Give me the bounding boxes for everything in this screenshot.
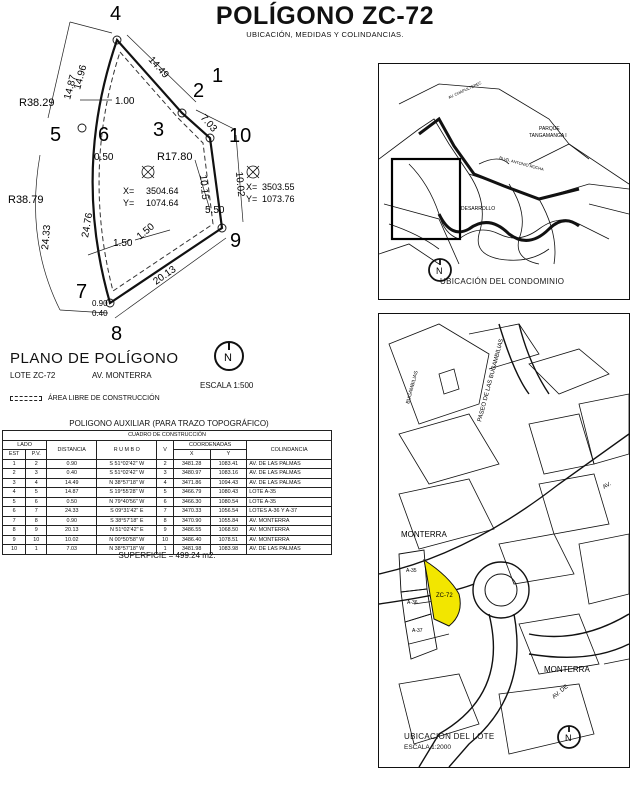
table-cell: AV. DE LAS PALMAS — [247, 469, 332, 479]
table-cell: 10 — [3, 545, 26, 555]
construction-table — [2, 430, 332, 555]
street-label: PASEO DE LAS BUGAMBILIAS — [477, 338, 506, 423]
table-cell: N 79°40'56" W — [97, 497, 157, 507]
plan-scale: ESCALA 1:500 — [200, 381, 254, 390]
table-cell: 1078.51 — [210, 535, 247, 545]
street-label: AV. — [602, 481, 613, 491]
coord-label: Y= — [246, 194, 258, 204]
table-cell: 3470.33 — [173, 507, 210, 517]
vertex-label: 2 — [193, 80, 205, 102]
table-cell: 14.49 — [47, 478, 97, 488]
table-cell: 9 — [26, 526, 47, 536]
table-cell: 7 — [26, 507, 47, 517]
dimension-label: 1.50 — [113, 238, 133, 249]
table-row — [3, 478, 332, 488]
north-arrow-icon — [213, 340, 245, 372]
th-est: EST — [3, 450, 26, 460]
lot-location-map — [378, 313, 630, 768]
table-cell: S 51°02'42" W — [97, 459, 157, 469]
table-cell: LOTE A-35 — [247, 488, 332, 498]
table-cell: AV. DE LAS PALMAS — [247, 545, 332, 555]
table-cell: 10 — [157, 535, 173, 545]
vertex-label: 6 — [98, 124, 110, 146]
dimension-label: 24.33 — [40, 224, 54, 251]
table-cell: 6 — [3, 507, 26, 517]
coord-label: X= — [123, 186, 135, 196]
table-cell: 10.02 — [47, 535, 97, 545]
svg-text:N: N — [436, 266, 443, 276]
table-cell: S 09°31'42" E — [97, 507, 157, 517]
table-cell: 3 — [26, 469, 47, 479]
dimension-label: 0.50 — [94, 152, 114, 163]
dimension-label: 5.50 — [205, 205, 225, 216]
lot-label: LOTE ZC-72 — [10, 371, 56, 380]
lot-map-caption: UBICACIÓN DEL LOTE — [404, 732, 495, 741]
table-cell: 1083.98 — [210, 545, 247, 555]
table-cell: 24.33 — [47, 507, 97, 517]
table-cell: 1080.54 — [210, 497, 247, 507]
table-cell: S 19°55'28" W — [97, 488, 157, 498]
table-cell: 7 — [3, 516, 26, 526]
table-row — [3, 459, 332, 469]
map-label: PARQUE — [539, 126, 560, 132]
table-cell: N 00°50'58" W — [97, 535, 157, 545]
lot-label: A-37 — [412, 628, 423, 634]
svg-text:N: N — [565, 733, 572, 743]
radius-label: R38.79 — [8, 194, 44, 206]
coord-label: Y= — [123, 198, 135, 208]
table-cell: 5 — [26, 488, 47, 498]
dimension-label: 14.49 — [145, 54, 171, 81]
table-row — [3, 535, 332, 545]
lot-label: A-35 — [406, 568, 417, 574]
table-cell: 6 — [157, 497, 173, 507]
roundabout — [473, 562, 529, 618]
th-x: X — [173, 450, 210, 460]
street-label: MONTERRA — [544, 665, 590, 674]
dimension-label: 1.00 — [115, 96, 135, 107]
th-rumbo: R U M B O — [97, 440, 157, 459]
vertex-label: 4 — [110, 3, 122, 25]
table-cell: 20.13 — [47, 526, 97, 536]
radius-label: R17.80 — [157, 151, 193, 163]
coord-value: 1073.76 — [262, 194, 295, 204]
table-cell: 3486.55 — [173, 526, 210, 536]
area-legend-label: ÁREA LIBRE DE CONSTRUCCIÓN — [48, 395, 160, 402]
table-cell: 5 — [3, 497, 26, 507]
table-cell: 10 — [26, 535, 47, 545]
table-cell: AV. MONTERRA — [247, 535, 332, 545]
vertex-marker — [78, 124, 86, 132]
table-cell: 0.90 — [47, 459, 97, 469]
dimension-label: 1.50 — [134, 221, 157, 243]
th-pv: P.V. — [26, 450, 47, 460]
table-cell: S 38°57'18" E — [97, 516, 157, 526]
th-coordenadas: COORDENADAS — [173, 440, 246, 450]
dimension-label: 10.15 — [197, 174, 211, 201]
table-cell: AV. MONTERRA — [247, 526, 332, 536]
table-cell: 3486.40 — [173, 535, 210, 545]
table-cell: 1080.43 — [210, 488, 247, 498]
table-cell: N 38°57'18" W — [97, 478, 157, 488]
map-label: BLVD. ANTONIO ROCHA — [498, 155, 545, 172]
polygon-plan — [0, 0, 300, 345]
lot-label: A-36 — [407, 600, 418, 606]
coord-value: 1074.64 — [146, 198, 179, 208]
table-row — [3, 497, 332, 507]
table-cell: 1083.41 — [210, 459, 247, 469]
lot-map-drawing — [379, 314, 629, 767]
vertex-label: 1 — [212, 65, 224, 87]
avenue-label: AV. MONTERRA — [92, 371, 152, 380]
table-cell: 4 — [3, 488, 26, 498]
table-cell: 0.40 — [47, 469, 97, 479]
condominium-map-caption: UBICACIÓN DEL CONDOMINIO — [440, 277, 565, 286]
table-cell: 4 — [26, 478, 47, 488]
page-subtitle: UBICACIÓN, MEDIDAS Y COLINDANCIAS. — [246, 30, 404, 39]
table-title: POLIGONO AUXILIAR (PARA TRAZO TOPOGRÁFICO) — [69, 419, 269, 428]
table-row — [3, 526, 332, 536]
th-distancia: DISTANCIA — [47, 440, 97, 459]
table-cell: 3 — [157, 469, 173, 479]
table-cell: 7.03 — [47, 545, 97, 555]
table-row — [3, 469, 332, 479]
table-cell: AV. DE LAS PALMAS — [247, 459, 332, 469]
street-label: AV. DE — [551, 683, 570, 701]
table-cell: 3481.28 — [173, 459, 210, 469]
dimension-label: 7.03 — [197, 112, 219, 135]
th-colindancia: COLINDANCIA — [247, 440, 332, 459]
dimension-label: 10.02 — [233, 171, 247, 198]
table-cell: S 51°02'42" W — [97, 469, 157, 479]
table-cell: 8 — [3, 526, 26, 536]
table-cell: 3471.86 — [173, 478, 210, 488]
area-swatch — [10, 396, 42, 401]
plan-title: PLANO DE POLÍGONO — [10, 350, 179, 367]
table-caption: CUADRO DE CONSTRUCCIÓN — [3, 431, 332, 441]
table-cell: 9 — [3, 535, 26, 545]
table-cell: 1094.43 — [210, 478, 247, 488]
table-cell: LOTES A-36 Y A-37 — [247, 507, 332, 517]
table-cell: 4 — [157, 478, 173, 488]
vertex-label: 7 — [76, 281, 88, 303]
table-cell: 6 — [26, 497, 47, 507]
vertex-label: 9 — [230, 230, 242, 252]
map-label: DESARROLLO — [461, 206, 496, 212]
north-arrow-icon — [556, 724, 582, 750]
dimension-label: 14.87 — [62, 73, 80, 101]
table-cell: 0.50 — [47, 497, 97, 507]
dimension-label: 20.13 — [151, 264, 179, 288]
svg-text:N: N — [224, 352, 232, 364]
th-v: V — [157, 440, 173, 459]
dimension-label: 0.40 — [92, 309, 108, 318]
table-cell: 3 — [3, 478, 26, 488]
table-cell: 8 — [26, 516, 47, 526]
table-cell: 0.90 — [47, 516, 97, 526]
table-cell: 3466.79 — [173, 488, 210, 498]
map-label: TANGAMANGA I — [529, 133, 567, 139]
vertex-label: 8 — [111, 323, 123, 345]
dimension-label: 14.96 — [72, 63, 90, 91]
coord-label: X= — [246, 182, 258, 192]
coord-value: 3504.64 — [146, 186, 179, 196]
condominium-map-drawing — [379, 64, 629, 299]
table-cell: 2 — [26, 459, 47, 469]
lot-map-scale: ESCALA 1:2000 — [404, 744, 451, 751]
table-cell: 1056.54 — [210, 507, 247, 517]
vertex-label: 3 — [153, 119, 165, 141]
table-cell: 14.87 — [47, 488, 97, 498]
table-cell: 1055.84 — [210, 516, 247, 526]
table-cell: 2 — [3, 469, 26, 479]
table-body — [3, 459, 332, 554]
table-cell: 3481.98 — [173, 545, 210, 555]
table-cell: AV. MONTERRA — [247, 516, 332, 526]
table-cell: 3480.97 — [173, 469, 210, 479]
table-cell: 8 — [157, 516, 173, 526]
dimension-label: 0.90 — [92, 299, 108, 308]
table-cell: AV. DE LAS PALMAS — [247, 478, 332, 488]
table-cell: LOTE A-35 — [247, 497, 332, 507]
table-cell: 1 — [157, 545, 173, 555]
table-cell: N 38°57'18" W — [97, 545, 157, 555]
area-legend — [10, 395, 160, 402]
vertex-label: 5 — [50, 124, 62, 146]
table-cell: 3470.90 — [173, 516, 210, 526]
map-label: AV. CHAPULTEPEC — [447, 80, 483, 100]
coord-value: 3503.55 — [262, 182, 295, 192]
page-title: POLÍGONO ZC-72 — [215, 2, 435, 30]
th-y: Y — [210, 450, 247, 460]
table-cell: 1068.50 — [210, 526, 247, 536]
radius-label: R38.29 — [19, 97, 55, 109]
table-cell: 7 — [157, 507, 173, 517]
street-label: BUGAMBILIAS — [405, 370, 420, 405]
table-cell: 1 — [3, 459, 26, 469]
table-row — [3, 507, 332, 517]
table-cell: 1083.16 — [210, 469, 247, 479]
street-label: MONTERRA — [401, 530, 447, 539]
vertex-label: 10 — [229, 125, 252, 147]
table-cell: 2 — [157, 459, 173, 469]
surface-area: SUPERFICIE = 499.24 m2. — [118, 551, 216, 560]
table-row — [3, 488, 332, 498]
table-cell: 1 — [26, 545, 47, 555]
table-cell: 5 — [157, 488, 173, 498]
table-cell: 9 — [157, 526, 173, 536]
table-cell: N 51°02'42" E — [97, 526, 157, 536]
table-cell: 3466.30 — [173, 497, 210, 507]
table-row — [3, 516, 332, 526]
lot-label: ZC-72 — [436, 593, 453, 599]
th-lado: LADO — [3, 440, 47, 450]
dimension-label: 24.76 — [80, 211, 96, 239]
condominium-location-map — [378, 63, 630, 300]
